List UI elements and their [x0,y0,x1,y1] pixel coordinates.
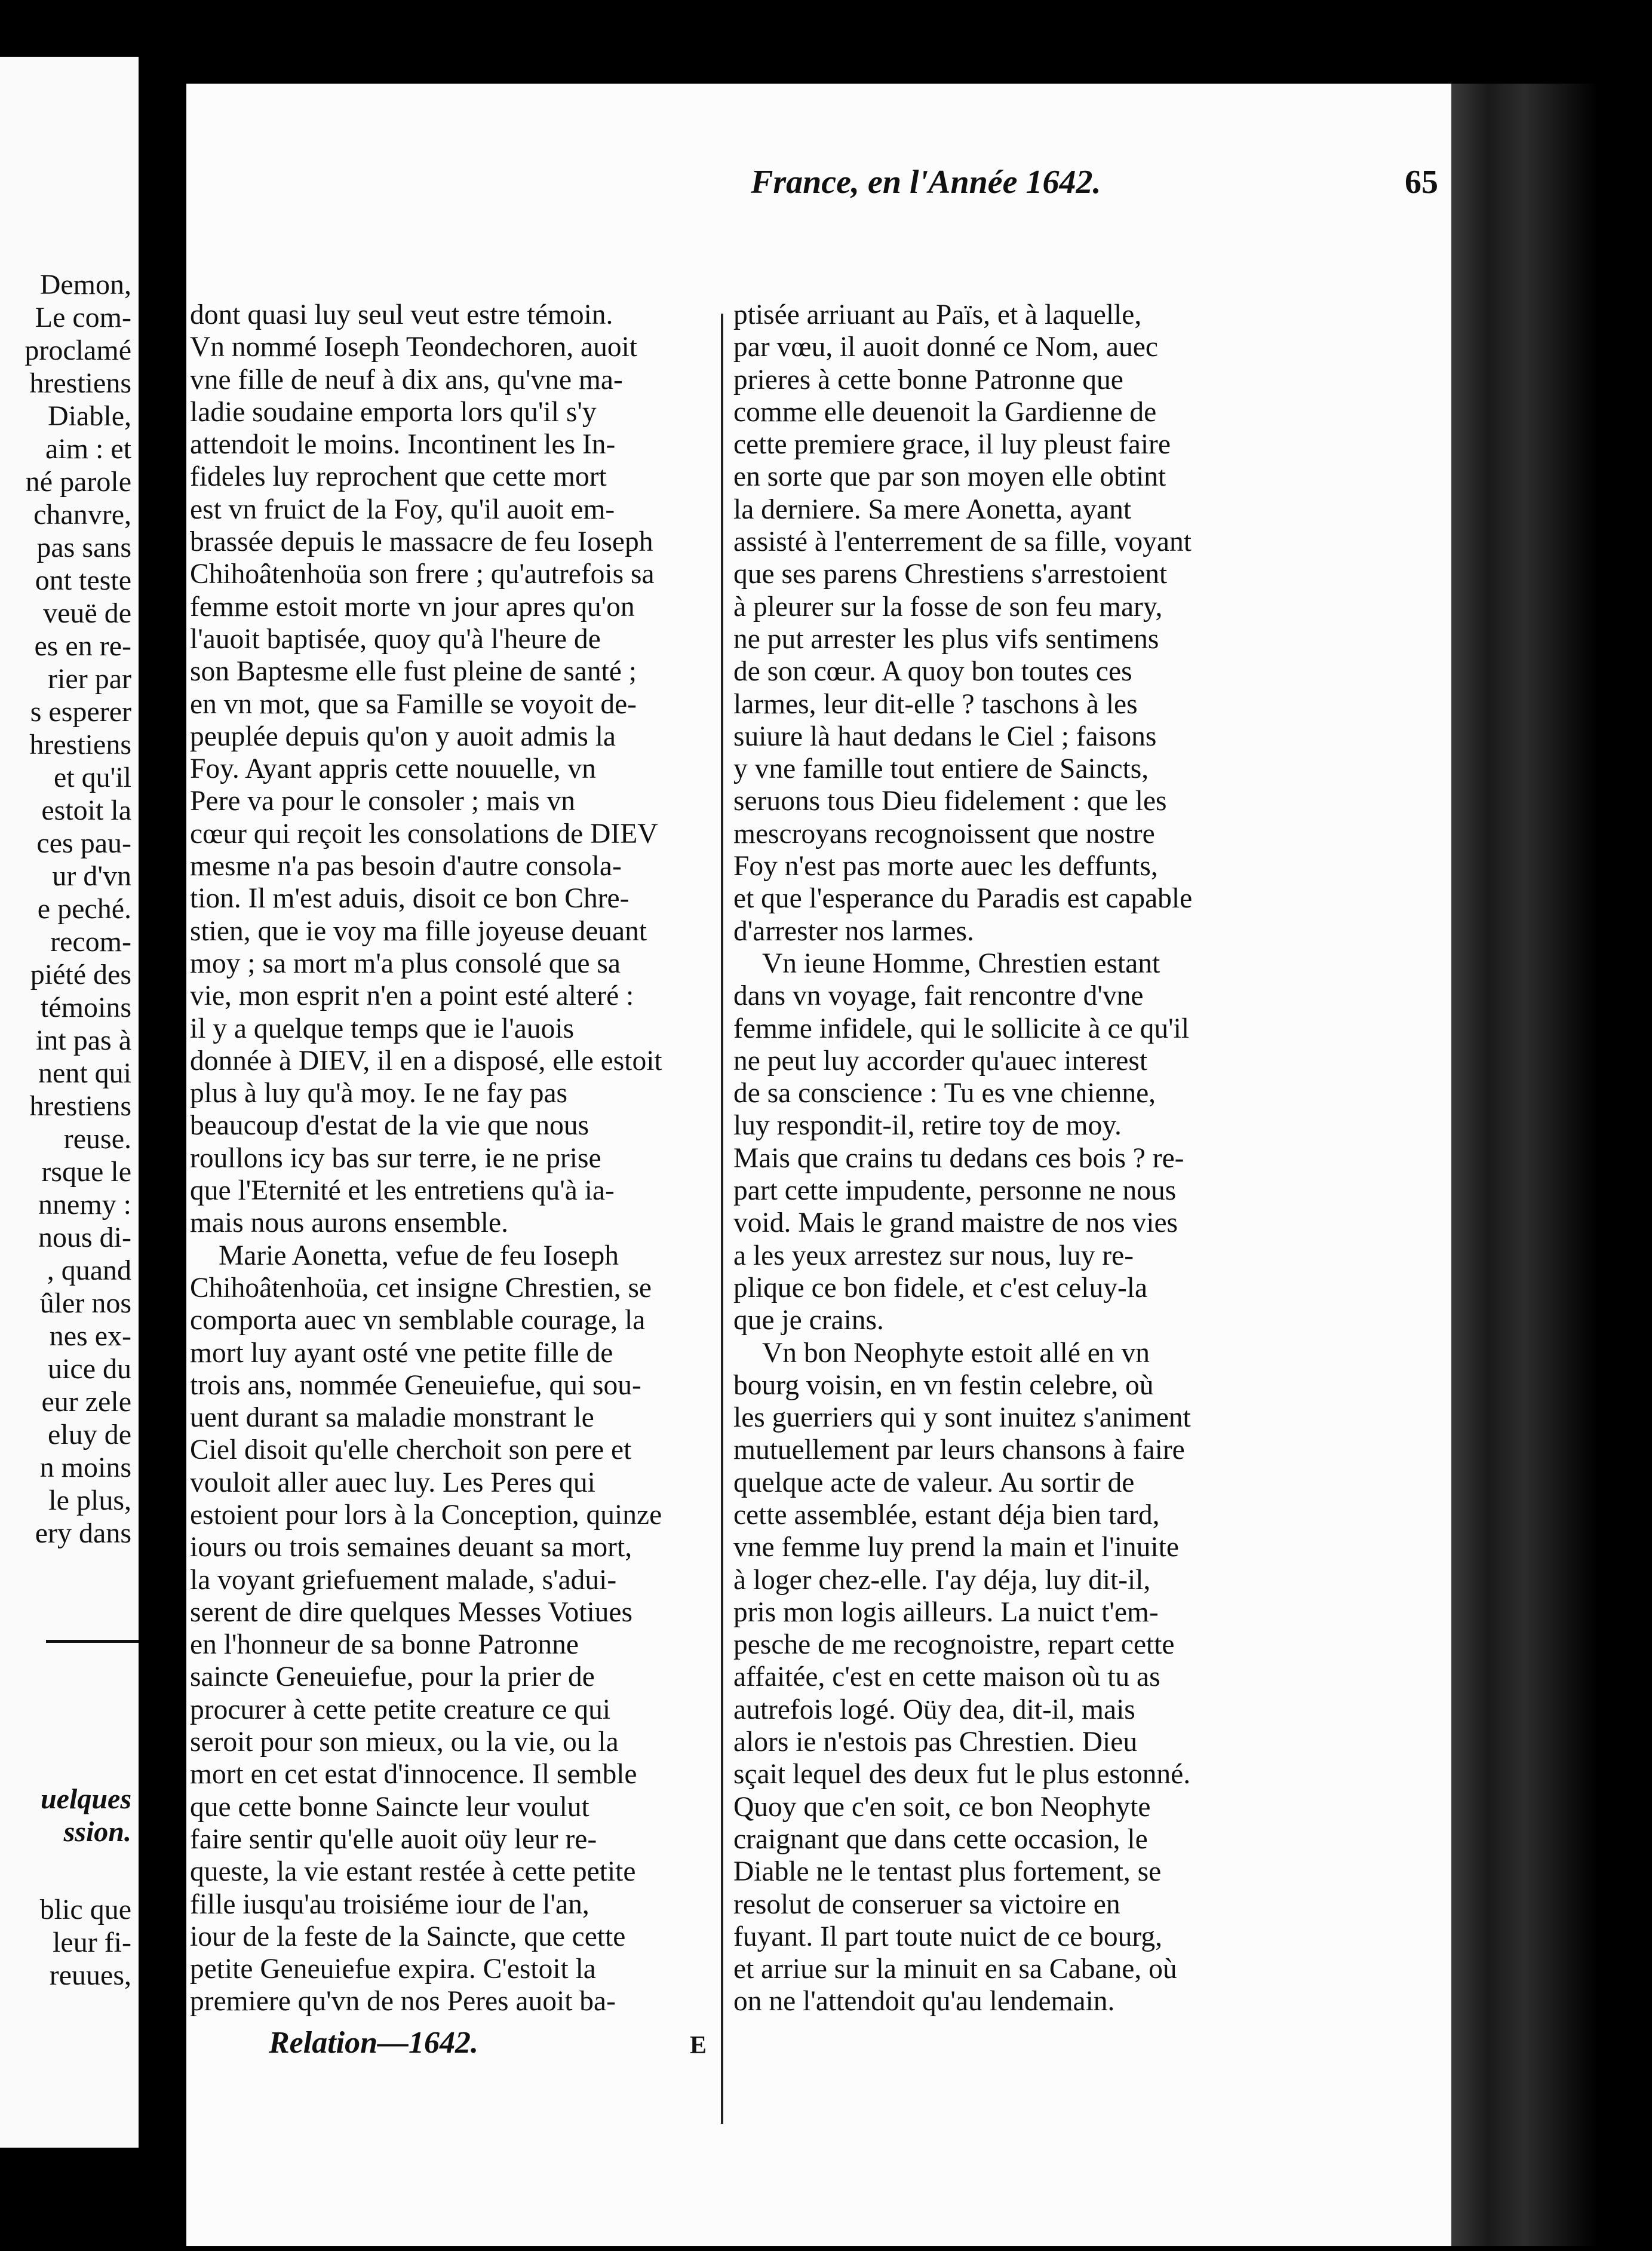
page-edge [1451,84,1598,2246]
left-page-line: le plus, [48,1485,131,1516]
left-page-line: pas sans [36,532,131,563]
paragraph: Vn bon Neophyte estoit allé en vn bourg voisin, en vn festin celebre, où les guerriers qui y sont inuitez s'animent mutuellement par leurs chansons à faire quelque acte de valeur. Au sortir de cette assemblée, estant déja bien tard, vne femme luy prend la main et l'inuite à loger chez-elle. I'ay déja, luy dit-il, pris mon logis ailleurs. La nuict t'em- pesche de me recognoistre, repart cette affaitée, c'est en cette maison où tu as autrefois logé. Oüy dea, dit-il, mais alors ie n'estois pas Chrestien. Dieu sçait lequel des deux fut le plus estonné. Quoy que c'en soit, ce bon Neophyte craignant que dans cette occasion, le Diable ne le tentast plus fortement, se resolut de conseruer sa victoire en fuyant. Il part toute nuict de ce bourg, et arriue sur la minuit en sa Cabane, où on ne l'attendoit qu'au lendemain. [733,1337,1191,2017]
text-column-left [190,299,717,2018]
left-page-line: e peché. [37,893,131,925]
column-rule [721,314,723,2124]
left-page-line: proclamé [24,335,131,366]
left-page-line: reuues, [49,1959,131,1991]
footer-relation: Relation—1642. [269,2026,479,2060]
left-page-line: ont teste [35,565,131,596]
left-page-line: et qu'il [54,762,131,793]
left-page-line: reuse. [63,1123,131,1155]
left-page-line: n moins [39,1452,131,1483]
left-page-line: s esperer [30,696,131,728]
left-page-line: recom- [50,926,131,958]
left-page-line: Le com- [35,302,131,333]
left-page-line: nous di- [38,1222,131,1253]
left-page-line: hrestiens [29,1090,131,1122]
text-column-right [733,299,1256,2018]
running-title: France, en l'Année 1642. [751,164,1101,201]
left-page-line: aim : et [45,433,131,465]
left-page-line: né parole [25,466,131,498]
paragraph: ptisée arriuant au Païs, et à laquelle, par vœu, il auoit donné ce Nom, auec prieres à cette bonne Patronne que comme elle deuenoit la Gardienne de cette premiere grace, il luy pleust faire en sorte que par son moyen elle obtint la derniere. Sa mere Aonetta, ayant assisté à l'enterrement de sa fille, voyant que ses parens Chrestiens s'arrestoient à pleurer sur la fosse de son feu mary, ne put arrester les plus vifs sentimens de son cœur. A quoy bon toutes ces larmes, leur dit-elle ? taschons à les suiure là haut dedans le Ciel ; faisons y vne famille tout entiere de Saincts, seruons tous Dieu fidelement : que les mescroyans recognoissent que nostre Foy n'est pas morte auec les deffunts, et que l'esperance du Paradis est capable d'arrester nos larmes. [733,299,1193,947]
left-page-line: veuë de [43,597,131,629]
left-page-line: hrestiens [29,367,131,399]
left-page-rule [46,1640,139,1643]
left-page-line: int pas à [36,1025,131,1056]
left-page-line: nes ex- [49,1320,131,1352]
left-page-line: eur zele [41,1386,131,1418]
left-page-line: témoins [41,992,131,1023]
left-page-line: nent qui [38,1057,131,1089]
left-page-line: leur fi- [53,1927,131,1958]
left-page-line: Demon, [39,269,131,300]
left-page-line: eluy de [48,1419,131,1450]
left-page-line: hrestiens [29,729,131,760]
left-page-line: es en re- [34,630,131,662]
left-page-footnote: ssion. [63,1816,131,1848]
page-header [186,152,1461,200]
left-page-line: rsque le [41,1156,131,1188]
left-page-line: ery dans [35,1517,131,1549]
left-page-line: Diable, [48,400,131,432]
left-page-line: chanvre, [33,499,131,530]
left-page-line: ûler nos [39,1287,131,1319]
left-page-line: nnemy : [38,1189,131,1220]
left-page-footnote: uelques [40,1783,131,1815]
left-page-line: estoit la [41,795,131,826]
signature-mark: E [690,2032,707,2059]
left-page-line: blic que [39,1894,131,1925]
paragraph: Marie Aonetta, vefue de feu Ioseph Chihoâtenhoüa, cet insigne Chrestien, se comporta auec vn semblable courage, la mort luy ayant osté vne petite fille de trois ans, nommée Geneuiefue, qui sou- uent durant sa maladie monstrant le Ciel disoit qu'elle cherchoit son pere et vouloit aller auec luy. Les Peres qui estoient pour lors à la Conception, quinze iours ou trois semaines deuant sa mort, la voyant griefuement malade, s'adui- serent de dire quelques Messes Votiues en l'honneur de sa bonne Patronne saincte Geneuiefue, pour la prier de procurer à cette petite creature ce qui seroit pour son mieux, ou la vie, ou la mort en cet estat d'innocence. Il semble que cette bonne Saincte leur voulut faire sentir qu'elle auoit oüy leur re- queste, la vie estant restée à cette petite fille iusqu'au troisiéme iour de l'an, iour de la feste de la Saincte, que cette petite Geneuiefue expira. C'estoit la premiere qu'vn de nos Peres auoit ba- [190,1240,662,2017]
left-page-line: uice du [48,1353,131,1385]
left-page-line: rier par [48,663,131,695]
left-page-line: piété des [30,959,131,990]
left-page-line: , quand [47,1255,131,1286]
paragraph: dont quasi luy seul veut estre témoin. Vn nommé Ioseph Teondechoren, auoit vne fille de neuf à dix ans, qu'vne ma- ladie soudaine emporta lors qu'il s'y attendoit le moins. Incontinent les In- fideles luy reprochent que cette mort est vn fruict de la Foy, qu'il auoit em- brassée depuis le massacre de feu Ioseph Chihoâtenhoüa son frere ; qu'autrefois sa femme estoit morte vn jour apres qu'on l'auoit baptisée, quoy qu'à l'heure de son Baptesme elle fust pleine de santé ; en vn mot, que sa Famille se voyoit de- peuplée depuis qu'on y auoit admis la Foy. Ayant appris cette nouuelle, vn Pere va pour le consoler ; mais vn cœur qui reçoit les consolations de DIEV mesme n'a pas besoin d'autre consola- tion. Il m'est aduis, disoit ce bon Chre- stien, que ie voy ma fille joyeuse deuant moy ; sa mort m'a plus consolé que sa vie, mon esprit n'en a point esté alteré : il y a quelque temps que ie l'auois donnée à DIEV, il en a disposé, elle estoit plus à luy qu'à moy. Ie ne fay pas beaucoup d'estat de la vie que nous roullons icy bas sur terre, ie ne prise que l'Eternité et les entretiens qu'à ia- mais nous aurons ensemble. [190,299,662,1239]
left-page-line: ces pau- [36,827,131,859]
left-page-line: ur d'vn [52,860,131,892]
adjacent-left-page [0,57,139,2148]
paragraph: Vn ieune Homme, Chrestien estant dans vn voyage, fait rencontre d'vne femme infidele, qui le sollicite à ce qu'il ne peut luy accorder qu'auec interest de sa conscience : Tu es vne chienne, luy respondit-il, retire toy de moy. Mais que crains tu dedans ces bois ? re- part cette impudente, personne ne nous void. Mais le grand maistre de nos vies a les yeux arrestez sur nous, luy re- plique ce bon fidele, et c'est celuy-la que je crains. [733,947,1190,1336]
page-number: 65 [1405,164,1438,201]
